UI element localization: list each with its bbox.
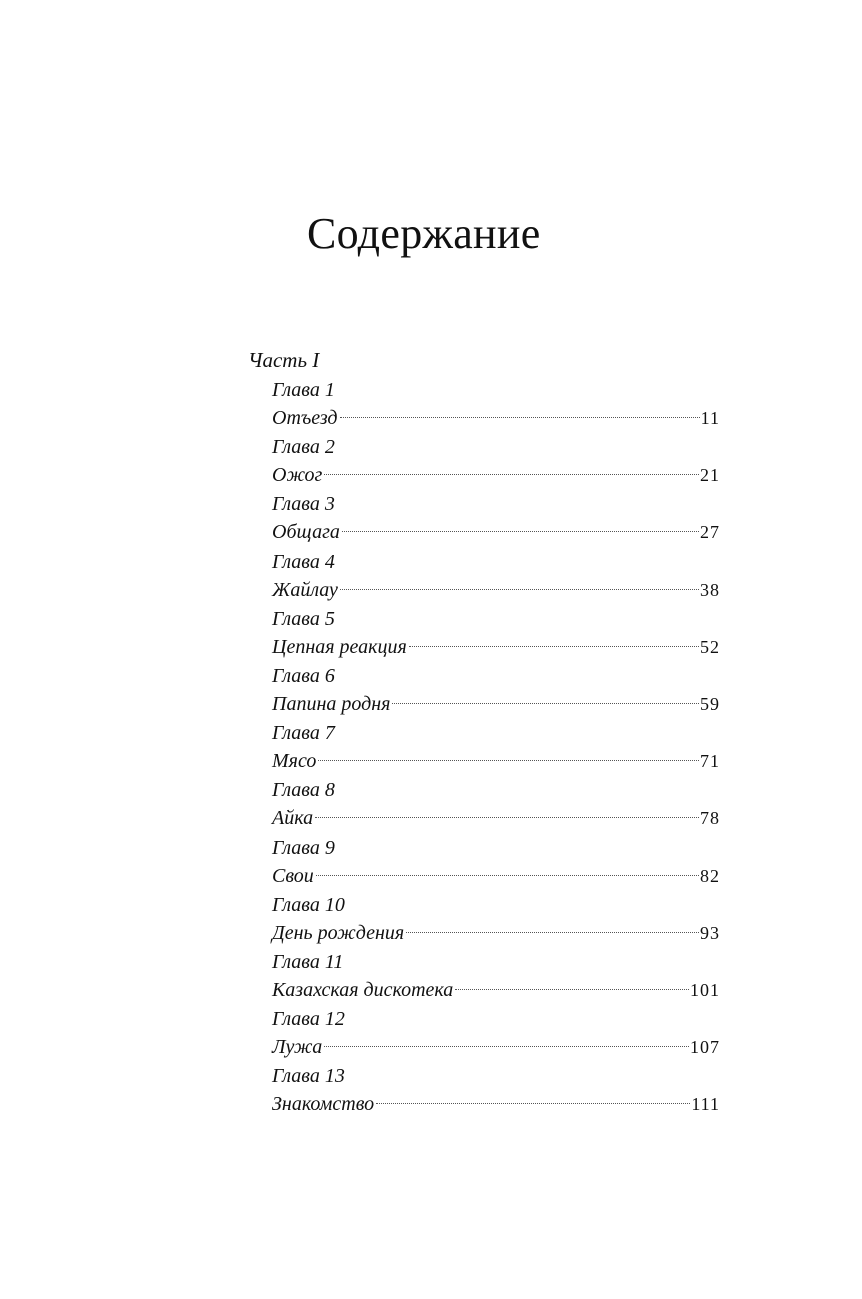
chapter-title: Казахская дискотека	[272, 978, 454, 1001]
toc-entry[interactable]	[272, 376, 720, 433]
dot-leader	[406, 932, 699, 933]
chapter-title: Папина родня	[272, 692, 391, 715]
chapter-number: Глава 4	[272, 550, 335, 573]
chapter-title: Лужа	[272, 1036, 323, 1059]
toc-entry[interactable]	[272, 891, 720, 948]
page-number: 101	[690, 979, 720, 1000]
dot-leader	[340, 417, 700, 418]
chapter-line	[272, 518, 720, 546]
toc-entry[interactable]	[272, 719, 720, 776]
chapter-number: Глава 12	[272, 1008, 345, 1031]
toc-entry[interactable]	[272, 1005, 720, 1062]
chapter-number: Глава 1	[272, 379, 335, 401]
chapter-number: Глава 9	[272, 836, 335, 859]
chapter-line	[272, 804, 720, 832]
chapter-number: Глава 13	[272, 1065, 345, 1088]
dot-leader	[342, 531, 699, 532]
toc-entry[interactable]	[272, 948, 720, 1005]
chapter-title: Мясо	[272, 750, 317, 773]
dot-leader	[324, 1046, 689, 1047]
chapter-title: Ожог	[272, 464, 323, 487]
chapter-title: День рождения	[272, 921, 405, 944]
page-number: 27	[700, 522, 720, 543]
page-number: 111	[691, 1094, 720, 1115]
dot-leader	[324, 474, 699, 475]
chapter-line	[272, 576, 720, 604]
dot-leader	[316, 875, 699, 876]
toc-entry[interactable]	[272, 1062, 720, 1119]
chapter-line	[272, 404, 720, 432]
page-number: 71	[700, 751, 720, 772]
chapter-number: Глава 10	[272, 893, 345, 916]
dot-leader	[376, 1103, 690, 1104]
chapter-number: Глава 7	[272, 722, 335, 745]
toc-entry[interactable]	[272, 490, 720, 547]
chapter-line	[272, 976, 720, 1004]
chapter-line	[272, 919, 720, 947]
chapter-number: Глава 5	[272, 607, 335, 630]
page-number: 21	[700, 465, 720, 486]
chapter-number: Глава 11	[272, 950, 344, 973]
chapter-title: Айка	[272, 807, 314, 830]
chapter-line	[272, 690, 720, 718]
chapter-number: Глава 3	[272, 493, 335, 516]
chapter-title: Свои	[272, 864, 314, 887]
page-number: 11	[700, 408, 720, 428]
chapter-line	[272, 633, 720, 661]
toc-entry[interactable]	[272, 662, 720, 719]
dot-leader	[455, 989, 689, 990]
chapter-line	[272, 862, 720, 890]
dot-leader	[409, 646, 699, 647]
chapter-title: Знакомство	[272, 1093, 375, 1116]
toc-entry[interactable]	[272, 433, 720, 490]
toc-entry[interactable]	[272, 605, 720, 662]
toc-list	[272, 376, 720, 1119]
page-number: 82	[700, 865, 720, 886]
chapter-line	[272, 1033, 720, 1061]
chapter-line	[272, 461, 720, 489]
part-label: Часть I	[248, 348, 320, 372]
chapter-line	[272, 747, 720, 775]
chapter-number: Глава 2	[272, 436, 335, 459]
chapter-number: Глава 6	[272, 664, 335, 687]
dot-leader	[315, 817, 699, 818]
chapter-title: Общага	[272, 521, 340, 544]
dot-leader	[392, 703, 699, 704]
page-number: 38	[700, 579, 720, 600]
page-number: 107	[690, 1037, 720, 1058]
dot-leader	[340, 589, 699, 590]
page-number: 93	[700, 922, 720, 943]
chapter-title: Отъезд	[272, 407, 338, 429]
page-number: 78	[700, 808, 720, 829]
chapter-title: Жайлау	[272, 578, 338, 601]
chapter-title: Цепная реакция	[272, 635, 407, 658]
dot-leader	[318, 760, 699, 761]
toc-entry[interactable]	[272, 548, 720, 605]
page-title: Содержание	[307, 209, 541, 258]
toc-entry[interactable]	[272, 776, 720, 833]
chapter-number: Глава 8	[272, 779, 335, 802]
page-number: 52	[700, 636, 720, 657]
toc-entry[interactable]	[272, 834, 720, 891]
page-number: 59	[700, 693, 720, 714]
chapter-line	[272, 1090, 720, 1118]
